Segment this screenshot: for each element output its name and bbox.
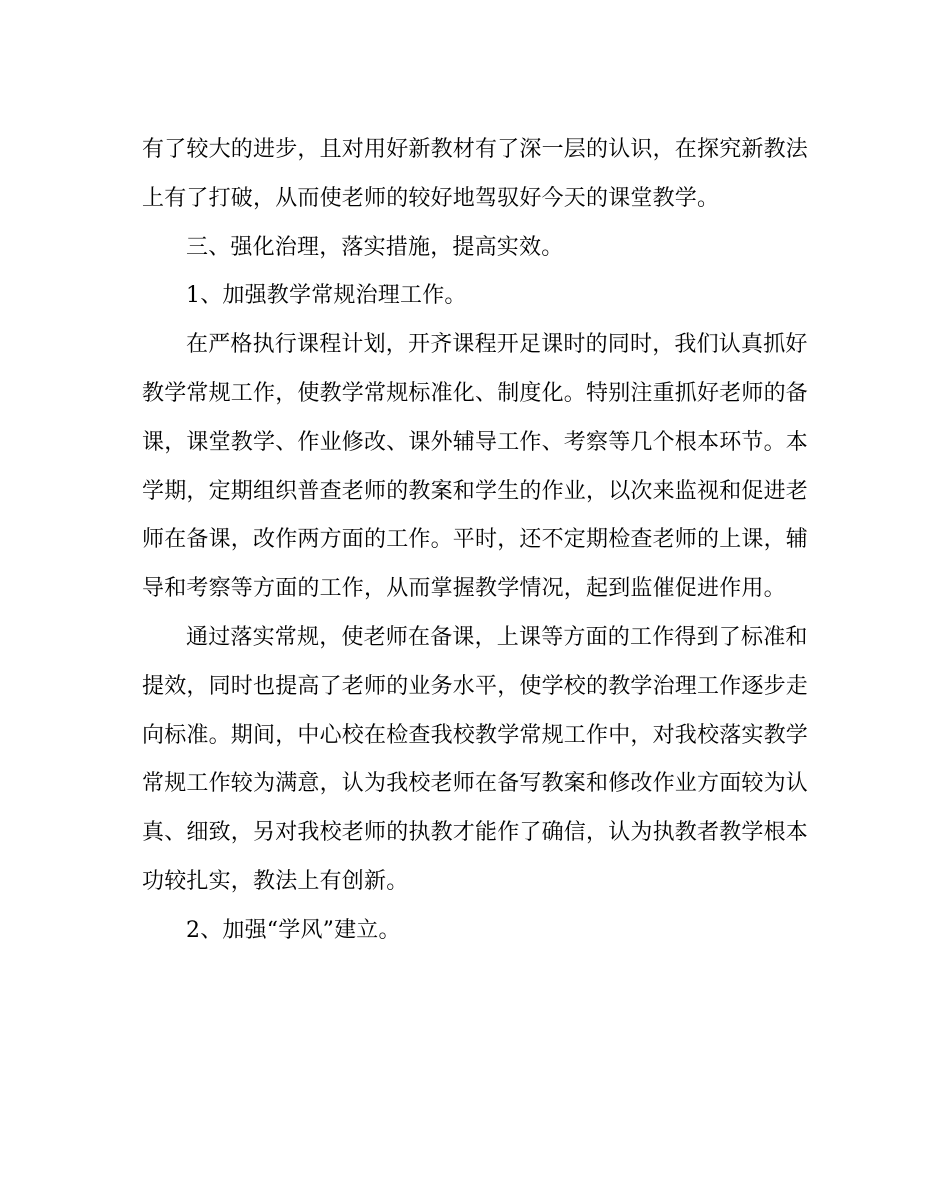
paragraph-line: 功较扎实，教法上有创新。 xyxy=(142,868,409,894)
subsection-heading: 2、加强“学风”建立。 xyxy=(186,917,401,943)
paragraph-line: 学期，定期组织普查老师的教案和学生的作业，以次来监视和促进老 xyxy=(142,478,809,504)
paragraph-line: 师在备课，改作两方面的工作。平时，还不定期检查老师的上课，辅 xyxy=(142,527,809,553)
paragraph-line: 上有了打破，从而使老师的较好地驾驭好今天的课堂教学。 xyxy=(142,185,720,211)
paragraph-line: 真、细致，另对我校老师的执教才能作了确信，认为执教者教学根本 xyxy=(142,820,809,846)
paragraph-line: 在严格执行课程计划，开齐课程开足课时的同时，我们认真抓好 xyxy=(186,332,808,358)
section-heading: 三、强化治理，落实措施，提高实效。 xyxy=(186,234,564,260)
paragraph-line: 向标准。期间，中心校在检查我校教学常规工作中，对我校落实教学 xyxy=(142,722,809,748)
paragraph-line: 教学常规工作，使教学常规标准化、制度化。特别注重抓好老师的备 xyxy=(142,380,809,406)
paragraph-line: 常规工作较为满意，认为我校老师在备写教案和修改作业方面较为认 xyxy=(142,771,809,797)
document-body xyxy=(142,126,807,956)
subsection-heading: 1、加强教学常规治理工作。 xyxy=(186,283,467,309)
paragraph-line: 通过落实常规，使老师在备课，上课等方面的工作得到了标准和 xyxy=(186,624,808,650)
paragraph-line: 提效，同时也提高了老师的业务水平，使学校的教学治理工作逐步走 xyxy=(142,673,809,699)
paragraph-line: 课，课堂教学、作业修改、课外辅导工作、考察等几个根本环节。本 xyxy=(142,429,809,455)
paragraph-line: 有了较大的进步，且对用好新教材有了深一层的认识，在探究新教法 xyxy=(142,137,809,162)
paragraph-line: 导和考察等方面的工作，从而掌握教学情况，起到监催促进作用。 xyxy=(142,576,786,602)
